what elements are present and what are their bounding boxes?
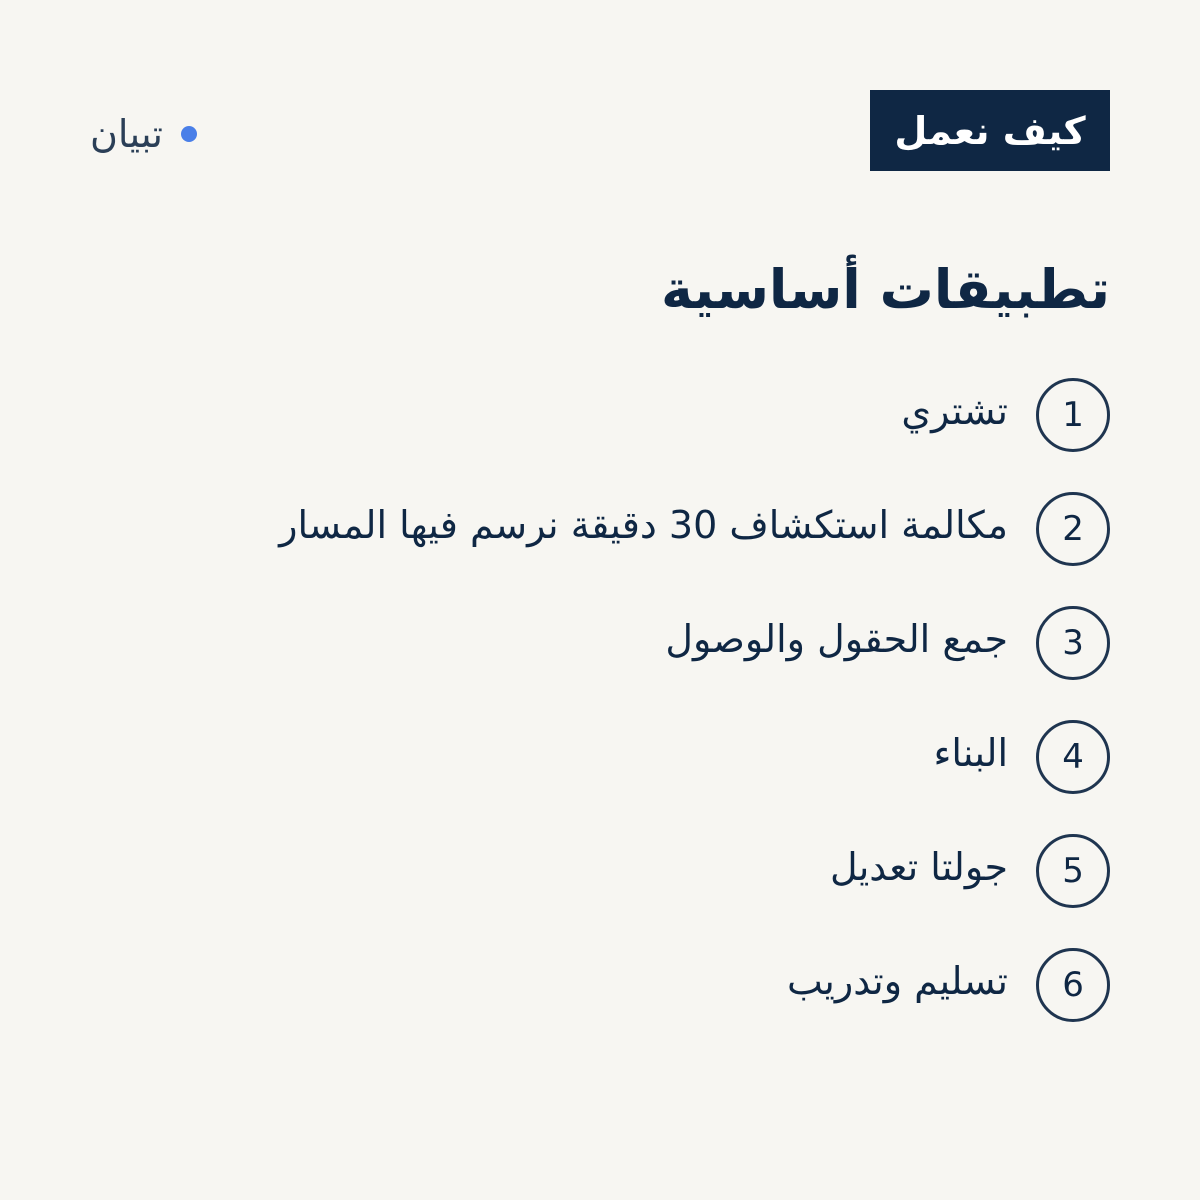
brand-name: تبيان — [90, 112, 163, 156]
step-number-circle: 3 — [1036, 606, 1110, 680]
step-label: تشتري — [901, 389, 1008, 433]
page-title: تطبيقات أساسية — [661, 258, 1110, 322]
brand — [90, 106, 197, 162]
step-item — [279, 603, 1110, 683]
step-label: تسليم وتدريب — [786, 959, 1008, 1003]
brand-dot-icon — [181, 126, 197, 142]
step-number-circle: 1 — [1036, 378, 1110, 452]
step-label: البناء — [933, 731, 1008, 775]
step-number-circle: 4 — [1036, 720, 1110, 794]
step-item — [279, 489, 1110, 569]
step-label: جمع الحقول والوصول — [665, 617, 1008, 661]
section-tag: كيف نعمل — [870, 90, 1110, 171]
step-number-circle: 5 — [1036, 834, 1110, 908]
step-item — [279, 945, 1110, 1025]
step-item — [279, 375, 1110, 455]
step-number-circle: 2 — [1036, 492, 1110, 566]
step-number-circle: 6 — [1036, 948, 1110, 1022]
step-item — [279, 717, 1110, 797]
step-label: جولتا تعديل — [829, 845, 1008, 889]
step-label: مكالمة استكشاف 30 دقيقة نرسم فيها المسار — [279, 503, 1008, 547]
steps-list — [279, 375, 1110, 1059]
step-item — [279, 831, 1110, 911]
